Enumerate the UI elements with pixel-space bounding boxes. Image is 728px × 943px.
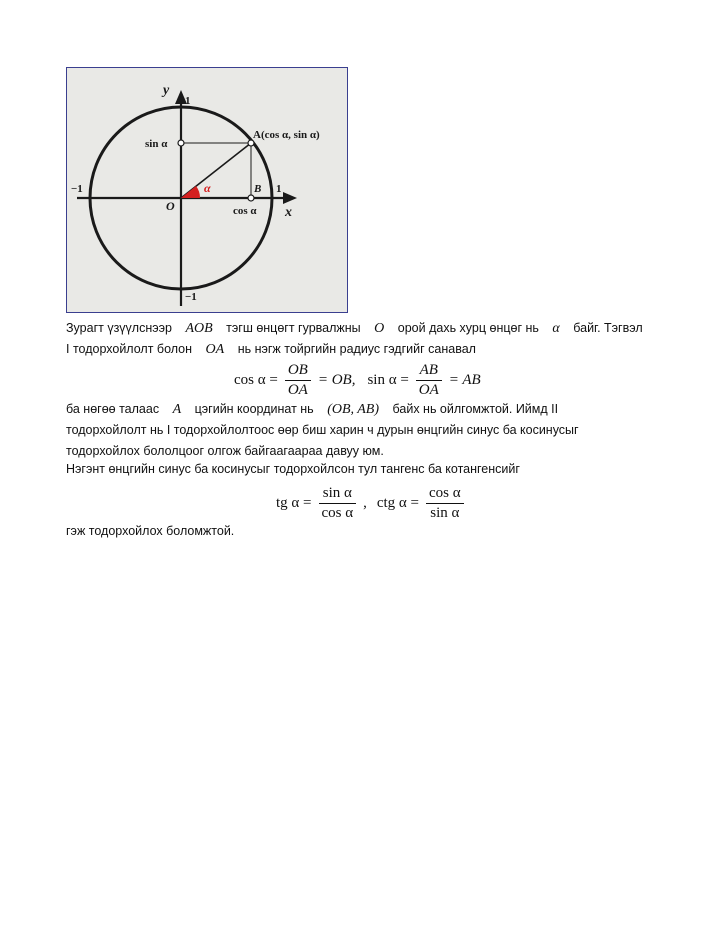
unit-circle-figure <box>66 67 348 313</box>
point-b <box>248 195 254 201</box>
sin-alpha-label: sin α <box>145 138 168 150</box>
point-sin <box>178 140 184 146</box>
sin-denominator: OA <box>418 382 439 398</box>
y-axis-label: y <box>163 83 170 98</box>
para1-math-oa: OA <box>205 342 225 357</box>
tick-y-bottom: −1 <box>185 291 197 303</box>
sin-fraction <box>416 362 442 399</box>
para1-math-aob: AOB <box>185 321 213 336</box>
paragraph-1 <box>66 318 666 360</box>
cos-denominator: OA <box>287 382 308 398</box>
para2-text-3: байх нь ойлгомжтой. Иймд II <box>392 402 559 416</box>
para2-math-a: A <box>172 402 182 417</box>
cos-alpha-label: cos α <box>233 205 257 217</box>
para1-text-2: тэгш өнцөгт гурвалжны <box>226 321 361 335</box>
para3-line-1: Нэгэнт өнцгийн синус ба косинусыг тодорхойлсон тул тангенс ба котангенсийг <box>66 462 520 476</box>
ctg-denominator: sin α <box>430 505 460 521</box>
formula2-separator: , <box>363 495 367 511</box>
angle-alpha-label: α <box>204 181 211 195</box>
tick-x-right: 1 <box>276 183 282 195</box>
paragraph-4 <box>66 521 666 542</box>
ctg-fraction <box>426 485 464 522</box>
origin-label: O <box>166 199 175 213</box>
para1-text-3: орой дахь хурц өнцөг нь <box>397 321 539 335</box>
sin-lhs: sin α = <box>367 372 409 388</box>
para1-math-o: O <box>374 321 385 336</box>
ctg-lhs: ctg α = <box>376 495 420 511</box>
sin-rhs: = AB <box>448 372 481 388</box>
point-b-label: B <box>254 183 262 195</box>
tg-lhs: tg α = <box>276 495 312 511</box>
angle-alpha-wedge <box>181 186 200 198</box>
tg-fraction <box>319 485 357 522</box>
tg-denominator: cos α <box>321 505 354 521</box>
para2-line-2: тодорхойлолт нь I тодорхойлолтоос өөр биш харин ч дурын өнцгийн синус ба косинусыг <box>66 423 579 437</box>
point-a-label: A(cos α, sin α) <box>253 129 320 141</box>
formula-tg-ctg <box>276 485 467 522</box>
cos-numerator: OB <box>285 362 311 381</box>
para1-math-alpha: α <box>552 321 560 336</box>
para1-text-4: байг. Тэгвэл <box>573 321 643 335</box>
para4-line-1: гэж тодорхойлох боломжтой. <box>66 524 235 538</box>
para1-text-6: нь нэгж тойргийн радиус гэдгийг санавал <box>237 342 476 356</box>
cos-lhs: cos α = <box>234 372 278 388</box>
cos-rhs: = OB, <box>317 372 356 388</box>
para1-text-5: I тодорхойлолт болон <box>66 342 193 356</box>
paragraph-2 <box>66 399 666 462</box>
tick-x-left: −1 <box>71 183 83 195</box>
paragraph-3 <box>66 459 666 480</box>
para2-line-3: тодорхойлох бололцоог олгож байгаагаараа давуу юм. <box>66 444 384 458</box>
sin-numerator: AB <box>416 362 442 381</box>
para2-text-1: ба нөгөө талаас <box>66 402 160 416</box>
formula-cos-sin <box>234 362 481 399</box>
unit-circle-diagram <box>67 68 347 312</box>
para2-math-coords: (OB, AB) <box>327 402 380 417</box>
x-axis-arrow <box>283 192 297 204</box>
cos-fraction <box>285 362 311 399</box>
tick-y-top: 1 <box>185 95 191 107</box>
x-axis-label: x <box>285 205 292 220</box>
tg-numerator: sin α <box>319 485 357 504</box>
ctg-numerator: cos α <box>426 485 464 504</box>
para1-text-1: Зурагт үзүүлснээр <box>66 321 172 335</box>
para2-text-2: цэгийн координат нь <box>194 402 314 416</box>
